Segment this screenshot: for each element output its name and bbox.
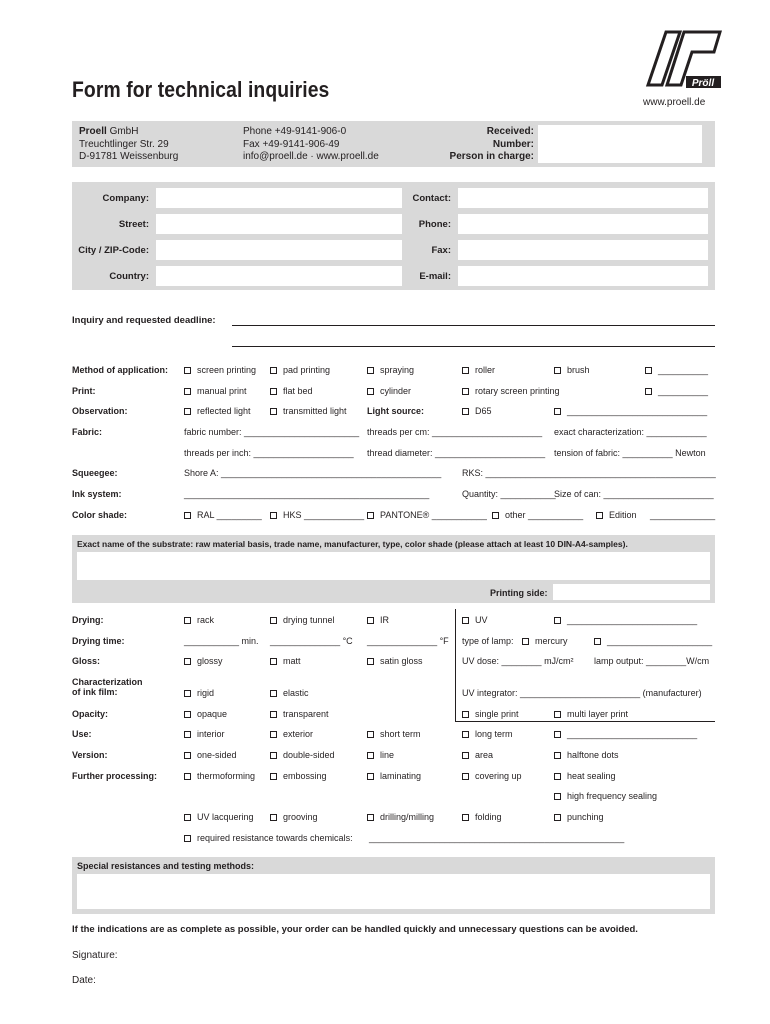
checkbox[interactable] bbox=[596, 512, 603, 519]
characterization-line-1: Characterization bbox=[72, 677, 143, 687]
option-folding[interactable] bbox=[462, 812, 502, 822]
gloss-label: Gloss: bbox=[72, 656, 101, 666]
footer-note: If the indications are as complete as possible, your order can be handled quickly and unnecessary questions can be avoided. bbox=[72, 924, 638, 935]
option-label: laminating bbox=[380, 771, 422, 781]
checkbox[interactable] bbox=[462, 814, 469, 821]
option-label: high frequency sealing bbox=[567, 791, 658, 801]
option-label: screen printing bbox=[197, 365, 257, 375]
company-phone: Phone +49-9141-906-0 bbox=[243, 126, 347, 137]
office-use-field[interactable] bbox=[538, 125, 702, 163]
checkbox[interactable] bbox=[367, 388, 374, 395]
option-label: flat bed bbox=[283, 386, 313, 396]
option-label: __________________________ bbox=[567, 729, 698, 739]
rks-field[interactable]: RKS: ______________________________________________ bbox=[462, 468, 716, 478]
checkbox[interactable] bbox=[367, 617, 374, 624]
option-reflected-light[interactable] bbox=[184, 406, 251, 416]
option-area[interactable] bbox=[462, 750, 493, 760]
option-edition[interactable] bbox=[596, 510, 637, 520]
option-d65[interactable] bbox=[462, 406, 492, 416]
company-address bbox=[79, 126, 178, 164]
observation-label: Observation: bbox=[72, 406, 128, 416]
option-manual-print[interactable] bbox=[184, 386, 247, 396]
checkbox[interactable] bbox=[184, 711, 191, 718]
option-label: transparent bbox=[283, 709, 329, 719]
number-label: Number: bbox=[492, 138, 534, 150]
city-zip-input[interactable] bbox=[156, 240, 402, 260]
checkbox[interactable] bbox=[492, 512, 499, 519]
edition-blank[interactable]: _____________ bbox=[650, 510, 716, 520]
option-glossy[interactable] bbox=[184, 656, 223, 666]
threads-per-inch-field[interactable]: threads per inch: ____________________ bbox=[184, 448, 354, 458]
drying-label: Drying: bbox=[72, 615, 104, 625]
option-label: satin gloss bbox=[380, 656, 423, 666]
quantity-field[interactable]: Quantity: ___________ bbox=[462, 489, 556, 499]
option-drilling-milling[interactable] bbox=[367, 812, 434, 822]
option-roller[interactable] bbox=[462, 365, 495, 375]
checkbox[interactable] bbox=[554, 814, 561, 821]
option-label: one-sided bbox=[197, 750, 237, 760]
checkbox[interactable] bbox=[462, 408, 469, 415]
option-label: long term bbox=[475, 729, 513, 739]
checkbox[interactable] bbox=[367, 773, 374, 780]
option-label: transmitted light bbox=[283, 406, 347, 416]
street-input[interactable] bbox=[156, 214, 402, 234]
option-method-other[interactable] bbox=[645, 365, 708, 375]
inquiry-label: Inquiry and requested deadline: bbox=[72, 315, 216, 326]
checkbox[interactable] bbox=[270, 711, 277, 718]
checkbox[interactable] bbox=[462, 711, 469, 718]
option-label: Edition bbox=[609, 510, 637, 520]
opacity-label: Opacity: bbox=[72, 709, 109, 719]
checkbox[interactable] bbox=[270, 773, 277, 780]
option-brush[interactable] bbox=[554, 365, 590, 375]
option-single-print[interactable] bbox=[462, 709, 519, 719]
received-label: Received: bbox=[486, 126, 534, 137]
checkbox[interactable] bbox=[367, 731, 374, 738]
option-uv[interactable] bbox=[462, 615, 488, 625]
option-label: opaque bbox=[197, 709, 228, 719]
option-label: UV bbox=[475, 615, 488, 625]
print-label: Print: bbox=[72, 386, 96, 396]
option-label: __________________________ bbox=[567, 615, 698, 625]
option-label: rack bbox=[197, 615, 215, 625]
checkbox[interactable] bbox=[270, 367, 277, 374]
size-of-can-field[interactable]: Size of can: ______________________ bbox=[554, 489, 714, 499]
checkbox[interactable] bbox=[462, 388, 469, 395]
phone-input[interactable] bbox=[458, 214, 708, 234]
option-pantone[interactable] bbox=[367, 510, 487, 520]
option-label: _____________________ bbox=[607, 636, 713, 646]
further-processing-label: Further processing: bbox=[72, 771, 158, 781]
checkbox[interactable] bbox=[645, 388, 652, 395]
option-long-term[interactable] bbox=[462, 729, 513, 739]
fabric-label: Fabric: bbox=[72, 427, 103, 437]
substrate-title: Exact name of the substrate: raw material basis, trade name, manufacturer, type, color shade (please attach at least 10 DIN-A4-samples). bbox=[77, 539, 628, 549]
option-label: short term bbox=[380, 729, 421, 739]
shore-field[interactable]: Shore A: ____________________________________________ bbox=[184, 468, 442, 478]
drying-fahrenheit-field[interactable]: ______________ °F bbox=[367, 636, 449, 646]
version-label: Version: bbox=[72, 750, 108, 760]
option-rack[interactable] bbox=[184, 615, 214, 625]
company-name-bold: Proell bbox=[79, 126, 107, 137]
option-label: area bbox=[475, 750, 494, 760]
option-interior[interactable] bbox=[184, 729, 225, 739]
option-label: IR bbox=[380, 615, 389, 625]
option-label: required resistance towards chemicals: bbox=[197, 833, 353, 843]
option-label: rotary screen printing bbox=[475, 386, 560, 396]
checkbox[interactable] bbox=[554, 408, 561, 415]
option-lamp-other[interactable] bbox=[594, 636, 712, 646]
company-city: D-91781 Weissenburg bbox=[79, 151, 179, 162]
checkbox[interactable] bbox=[554, 367, 561, 374]
option-label: roller bbox=[475, 365, 496, 375]
company-label: Company: bbox=[102, 193, 149, 204]
checkbox[interactable] bbox=[270, 408, 277, 415]
checkbox[interactable] bbox=[554, 793, 561, 800]
checkbox[interactable] bbox=[270, 752, 277, 759]
use-label: Use: bbox=[72, 729, 92, 739]
method-label: Method of application: bbox=[72, 365, 168, 375]
checkbox[interactable] bbox=[184, 752, 191, 759]
checkbox[interactable] bbox=[554, 617, 561, 624]
option-label: ____________________________ bbox=[567, 406, 708, 416]
squeegee-label: Squeegee: bbox=[72, 468, 118, 478]
country-input[interactable] bbox=[156, 266, 402, 286]
phone-label: Phone: bbox=[418, 219, 451, 230]
option-label: UV lacquering bbox=[197, 812, 254, 822]
option-punching[interactable] bbox=[554, 812, 604, 822]
uv-vertical-divider bbox=[455, 609, 456, 722]
checkbox[interactable] bbox=[270, 814, 277, 821]
checkbox[interactable] bbox=[184, 408, 191, 415]
date-label[interactable]: Date: bbox=[72, 975, 96, 986]
option-label: drilling/milling bbox=[380, 812, 435, 822]
city-zip-label: City / ZIP-Code: bbox=[78, 245, 149, 256]
ink-system-field[interactable]: _________________________________________________ bbox=[184, 489, 430, 499]
checkbox[interactable] bbox=[462, 731, 469, 738]
option-label: glossy bbox=[197, 656, 223, 666]
checkbox[interactable] bbox=[184, 512, 191, 519]
checkbox[interactable] bbox=[554, 752, 561, 759]
option-color-other[interactable] bbox=[492, 510, 583, 520]
option-label: drying tunnel bbox=[283, 615, 335, 625]
option-cylinder[interactable] bbox=[367, 386, 411, 396]
checkbox[interactable] bbox=[184, 617, 191, 624]
option-label: other ___________ bbox=[505, 510, 584, 520]
option-label: PANTONE® ___________ bbox=[380, 510, 487, 520]
drying-celsius-field[interactable]: ______________ °C bbox=[270, 636, 353, 646]
company-contact bbox=[243, 126, 379, 164]
checkbox[interactable] bbox=[462, 773, 469, 780]
option-heat-sealing[interactable] bbox=[554, 771, 616, 781]
fax-label: Fax: bbox=[431, 245, 451, 256]
option-label: reflected light bbox=[197, 406, 251, 416]
option-label: double-sided bbox=[283, 750, 335, 760]
printing-side-input[interactable] bbox=[553, 584, 710, 600]
lamp-type-label: type of lamp: bbox=[462, 636, 514, 646]
checkbox[interactable] bbox=[270, 658, 277, 665]
checkbox[interactable] bbox=[184, 835, 191, 842]
checkbox[interactable] bbox=[367, 658, 374, 665]
option-label: RAL _________ bbox=[197, 510, 262, 520]
checkbox[interactable] bbox=[270, 731, 277, 738]
threads-per-cm-field[interactable]: threads per cm: ______________________ bbox=[367, 427, 543, 437]
option-label: punching bbox=[567, 812, 604, 822]
option-drying-tunnel[interactable] bbox=[270, 615, 335, 625]
option-label: __________ bbox=[658, 386, 709, 396]
option-label: spraying bbox=[380, 365, 415, 375]
fax-input[interactable] bbox=[458, 240, 708, 260]
checkbox[interactable] bbox=[554, 731, 561, 738]
option-label: interior bbox=[197, 729, 225, 739]
option-uv-lacquering[interactable] bbox=[184, 812, 254, 822]
characterization-label bbox=[72, 677, 143, 697]
option-transmitted-light[interactable] bbox=[270, 406, 347, 416]
option-label: line bbox=[380, 750, 395, 760]
option-spraying[interactable] bbox=[367, 365, 414, 375]
inquiry-line-2[interactable] bbox=[232, 346, 715, 347]
option-embossing[interactable] bbox=[270, 771, 327, 781]
option-chemical-resistance[interactable] bbox=[184, 833, 353, 843]
checkbox[interactable] bbox=[367, 814, 374, 821]
option-one-sided[interactable] bbox=[184, 750, 237, 760]
contact-label: Contact: bbox=[412, 193, 451, 204]
checkbox[interactable] bbox=[367, 752, 374, 759]
exact-characterization-field[interactable]: exact characterization: ____________ bbox=[554, 427, 707, 437]
website-link[interactable]: www.proell.de bbox=[643, 97, 706, 108]
option-elastic[interactable] bbox=[270, 688, 309, 698]
checkbox[interactable] bbox=[184, 388, 191, 395]
option-label: rigid bbox=[197, 688, 215, 698]
option-short-term[interactable] bbox=[367, 729, 421, 739]
company-name-rest: GmbH bbox=[106, 126, 139, 137]
option-label: covering up bbox=[475, 771, 522, 781]
office-use-labels bbox=[440, 126, 534, 164]
option-label: heat sealing bbox=[567, 771, 616, 781]
option-matt[interactable] bbox=[270, 656, 301, 666]
proell-logo bbox=[640, 30, 722, 92]
option-exterior[interactable] bbox=[270, 729, 313, 739]
checkbox[interactable] bbox=[184, 658, 191, 665]
light-source-label: Light source: bbox=[367, 406, 425, 416]
option-print-other[interactable] bbox=[645, 386, 708, 396]
printing-side-label: Printing side: bbox=[490, 588, 548, 598]
checkbox[interactable] bbox=[462, 617, 469, 624]
checkbox[interactable] bbox=[462, 752, 469, 759]
person-label: Person in charge: bbox=[449, 151, 534, 162]
option-label: grooving bbox=[283, 812, 318, 822]
special-resistances-title: Special resistances and testing methods: bbox=[77, 861, 255, 871]
fabric-number-field[interactable]: fabric number: _______________________ bbox=[184, 427, 360, 437]
option-pad-printing[interactable] bbox=[270, 365, 330, 375]
special-resistances-input[interactable] bbox=[77, 874, 710, 909]
option-satin-gloss[interactable] bbox=[367, 656, 423, 666]
option-thermoforming[interactable] bbox=[184, 771, 255, 781]
option-hf-sealing[interactable] bbox=[554, 791, 657, 801]
contact-input[interactable] bbox=[458, 188, 708, 208]
checkbox[interactable] bbox=[367, 512, 374, 519]
checkbox[interactable] bbox=[270, 617, 277, 624]
option-ir[interactable] bbox=[367, 615, 389, 625]
characterization-line-2: of ink film: bbox=[72, 687, 118, 697]
email-input[interactable] bbox=[458, 266, 708, 286]
option-screen-printing[interactable] bbox=[184, 365, 256, 375]
drying-time-label: Drying time: bbox=[72, 636, 125, 646]
option-hks[interactable] bbox=[270, 510, 364, 520]
option-laminating[interactable] bbox=[367, 771, 421, 781]
email-label: E-mail: bbox=[419, 271, 451, 282]
option-label: brush bbox=[567, 365, 590, 375]
option-label: D65 bbox=[475, 406, 492, 416]
page-title: Form for technical inquiries bbox=[72, 77, 330, 102]
checkbox[interactable] bbox=[367, 367, 374, 374]
option-label: manual print bbox=[197, 386, 247, 396]
checkbox[interactable] bbox=[645, 367, 652, 374]
option-label: HKS ____________ bbox=[283, 510, 365, 520]
option-drying-other[interactable] bbox=[554, 615, 697, 625]
option-mercury[interactable] bbox=[522, 636, 568, 646]
checkbox[interactable] bbox=[554, 711, 561, 718]
company-street: Treuchtlinger Str. 29 bbox=[79, 138, 169, 150]
signature-label[interactable]: Signature: bbox=[72, 950, 118, 961]
option-line[interactable] bbox=[367, 750, 394, 760]
option-double-sided[interactable] bbox=[270, 750, 335, 760]
tension-field[interactable]: tension of fabric: __________ Newton bbox=[554, 448, 706, 458]
option-grooving[interactable] bbox=[270, 812, 318, 822]
checkbox[interactable] bbox=[184, 773, 191, 780]
checkbox[interactable] bbox=[184, 814, 191, 821]
option-rotary[interactable] bbox=[462, 386, 560, 396]
checkbox[interactable] bbox=[184, 690, 191, 697]
checkbox[interactable] bbox=[270, 512, 277, 519]
option-multi-layer-print[interactable] bbox=[554, 709, 628, 719]
option-use-other[interactable] bbox=[554, 729, 697, 739]
option-label: matt bbox=[283, 656, 301, 666]
checkbox[interactable] bbox=[184, 731, 191, 738]
option-label: halftone dots bbox=[567, 750, 619, 760]
option-label: exterior bbox=[283, 729, 314, 739]
drying-minutes-field[interactable]: ___________ min. bbox=[184, 636, 259, 646]
option-label: thermoforming bbox=[197, 771, 256, 781]
option-label: elastic bbox=[283, 688, 309, 698]
ink-system-label: Ink system: bbox=[72, 489, 122, 499]
lamp-output-field[interactable]: lamp output: ________W/cm bbox=[594, 656, 710, 666]
checkbox[interactable] bbox=[184, 367, 191, 374]
option-label: embossing bbox=[283, 771, 327, 781]
country-label: Country: bbox=[109, 271, 149, 282]
option-label: single print bbox=[475, 709, 519, 719]
option-ral[interactable] bbox=[184, 510, 262, 520]
logo-text: Pröll bbox=[691, 78, 715, 89]
checkbox[interactable] bbox=[270, 690, 277, 697]
uv-section-bottom-line bbox=[455, 721, 715, 722]
option-label: multi layer print bbox=[567, 709, 629, 719]
checkbox[interactable] bbox=[270, 388, 277, 395]
thread-diameter-field[interactable]: thread diameter: ______________________ bbox=[367, 448, 546, 458]
checkbox[interactable] bbox=[554, 773, 561, 780]
option-halftone-dots[interactable] bbox=[554, 750, 619, 760]
company-input[interactable] bbox=[156, 188, 402, 208]
chemicals-blank[interactable]: ___________________________________________________ bbox=[369, 833, 625, 843]
option-label: mercury bbox=[535, 636, 568, 646]
street-label: Street: bbox=[118, 219, 149, 230]
option-label: folding bbox=[475, 812, 502, 822]
option-transparent[interactable] bbox=[270, 709, 329, 719]
company-email-web: info@proell.de · www.proell.de bbox=[243, 151, 379, 162]
option-label: pad printing bbox=[283, 365, 331, 375]
checkbox[interactable] bbox=[594, 638, 601, 645]
uv-integrator-field[interactable]: UV integrator: ________________________ (manufacturer) bbox=[462, 688, 702, 698]
color-shade-label: Color shade: bbox=[72, 510, 128, 520]
inquiry-line-1[interactable] bbox=[232, 325, 715, 326]
substrate-input[interactable] bbox=[77, 552, 710, 580]
uv-dose-field[interactable]: UV dose: ________ mJ/cm² bbox=[462, 656, 574, 666]
option-light-other[interactable] bbox=[554, 406, 707, 416]
option-opaque[interactable] bbox=[184, 709, 227, 719]
option-flat-bed[interactable] bbox=[270, 386, 313, 396]
option-label: __________ bbox=[658, 365, 709, 375]
option-covering-up[interactable] bbox=[462, 771, 522, 781]
option-label: cylinder bbox=[380, 386, 412, 396]
company-fax: Fax +49-9141-906-49 bbox=[243, 138, 340, 150]
checkbox[interactable] bbox=[522, 638, 529, 645]
option-rigid[interactable] bbox=[184, 688, 214, 698]
checkbox[interactable] bbox=[462, 367, 469, 374]
